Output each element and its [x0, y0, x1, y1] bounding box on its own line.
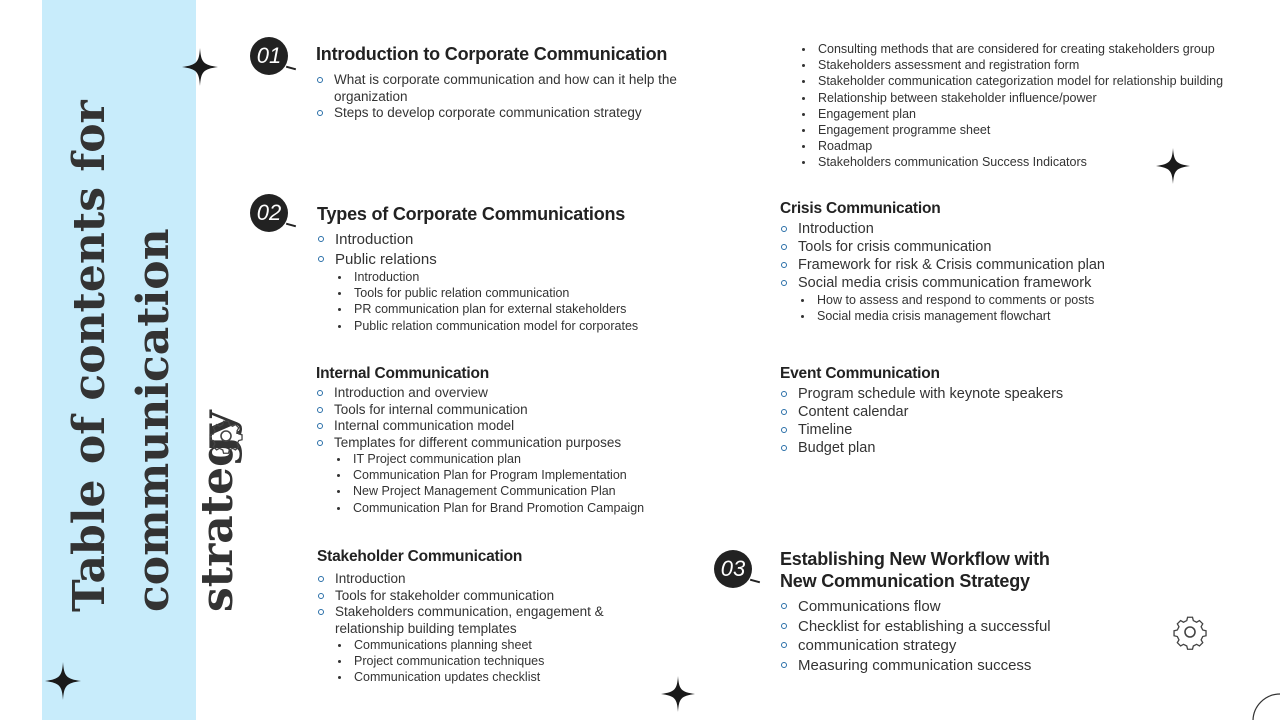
section-crisis-communication [780, 199, 1180, 324]
gear-icon [208, 418, 244, 454]
sub-list-item: Engagement programme sheet [799, 122, 1269, 138]
section-title: Crisis Communication [780, 200, 941, 217]
section-number-badge: 01 [250, 37, 288, 75]
list-item: Content calendar [780, 403, 1180, 421]
badge-tail [286, 66, 296, 71]
section-title: Types of Corporate Communications [317, 204, 626, 224]
section-title-line-2: New Communication Strategy [780, 571, 1030, 591]
gear-icon [1172, 614, 1208, 650]
section-introduction [316, 43, 706, 122]
list-item: Steps to develop corporate communication strategy [316, 105, 706, 122]
section-types [317, 203, 707, 334]
list-item: Tools for internal communication [316, 402, 706, 419]
sub-list-item: How to assess and respond to comments or posts [798, 292, 1180, 308]
sub-list-item: New Project Management Communication Plan [334, 483, 706, 499]
section-stakeholder-continued [799, 41, 1269, 171]
section-title-line-1: Establishing New Workflow with [780, 549, 1050, 569]
sub-list-item: Tools for public relation communication [335, 285, 707, 301]
list-item: Introduction and overview [316, 385, 706, 402]
sub-list-item: PR communication plan for external stakeholders [335, 301, 707, 317]
sub-list-item: Public relation communication model for corporates [335, 318, 707, 334]
sparkle-icon [45, 662, 81, 700]
list-item: What is corporate communication and how can it help the organization [316, 72, 706, 105]
section-workflow [780, 548, 1160, 675]
list-item: Templates for different communication purposes [316, 435, 706, 452]
list-item: Program schedule with keynote speakers [780, 385, 1180, 403]
list-item: Introduction [780, 220, 1180, 238]
sub-list-item: Relationship between stakeholder influence/power [799, 90, 1269, 106]
list-item: Framework for risk & Crisis communication plan [780, 256, 1180, 274]
list-item: Internal communication model [316, 418, 706, 435]
page-title: Table of contents for communication strategy [64, 100, 243, 612]
sub-list-item: Stakeholder communication categorization model for relationship building [799, 73, 1269, 89]
list-item: Checklist for establishing a successful [780, 617, 1160, 637]
badge-tail [286, 223, 296, 228]
section-title: Event Communication [780, 365, 940, 382]
section-internal-communication [316, 364, 706, 516]
list-item: Tools for stakeholder communication [317, 588, 647, 605]
sub-list-item: Stakeholders communication Success Indicators [799, 154, 1269, 170]
list-item: Stakeholders communication, engagement & relationship building templates [317, 604, 647, 637]
list-item: Social media crisis communication framework [780, 274, 1180, 292]
list-item: Introduction [317, 571, 647, 588]
sub-list-item: Communication Plan for Program Implementation [334, 467, 706, 483]
list-item: Communications flow [780, 597, 1160, 617]
list-item: communication strategy [780, 636, 1160, 656]
section-stakeholder-communication [317, 547, 647, 686]
list-item: Timeline [780, 421, 1180, 439]
badge-tail [750, 579, 760, 584]
sparkle-icon [661, 676, 695, 712]
section-event-communication [780, 364, 1180, 457]
list-item: Public relations [317, 250, 707, 270]
list-item: Budget plan [780, 439, 1180, 457]
section-number-badge: 02 [250, 194, 288, 232]
section-title: Introduction to Corporate Communication [316, 44, 668, 64]
sub-list-item: Communications planning sheet [335, 637, 647, 653]
section-title: Internal Communication [316, 365, 490, 382]
list-item: Introduction [317, 230, 707, 250]
sub-list-item: Engagement plan [799, 106, 1269, 122]
sub-list-item: Stakeholders assessment and registration form [799, 57, 1269, 73]
section-number-badge: 03 [714, 550, 752, 588]
sub-list-item: Project communication techniques [335, 653, 647, 669]
sub-list-item: Consulting methods that are considered for creating stakeholders group [799, 41, 1269, 57]
sparkle-icon [182, 48, 218, 86]
sub-list-item: Roadmap [799, 138, 1269, 154]
corner-circle-decoration [1250, 685, 1280, 720]
sub-list-item: Communication Plan for Brand Promotion Campaign [334, 500, 706, 516]
list-item: Tools for crisis communication [780, 238, 1180, 256]
sub-list-item: Introduction [335, 269, 707, 285]
sub-list-item: Social media crisis management flowchart [798, 308, 1180, 324]
list-item: Measuring communication success [780, 656, 1160, 676]
sub-list-item: Communication updates checklist [335, 669, 647, 685]
section-title: Stakeholder Communication [317, 548, 523, 565]
sub-list-item: IT Project communication plan [334, 451, 706, 467]
